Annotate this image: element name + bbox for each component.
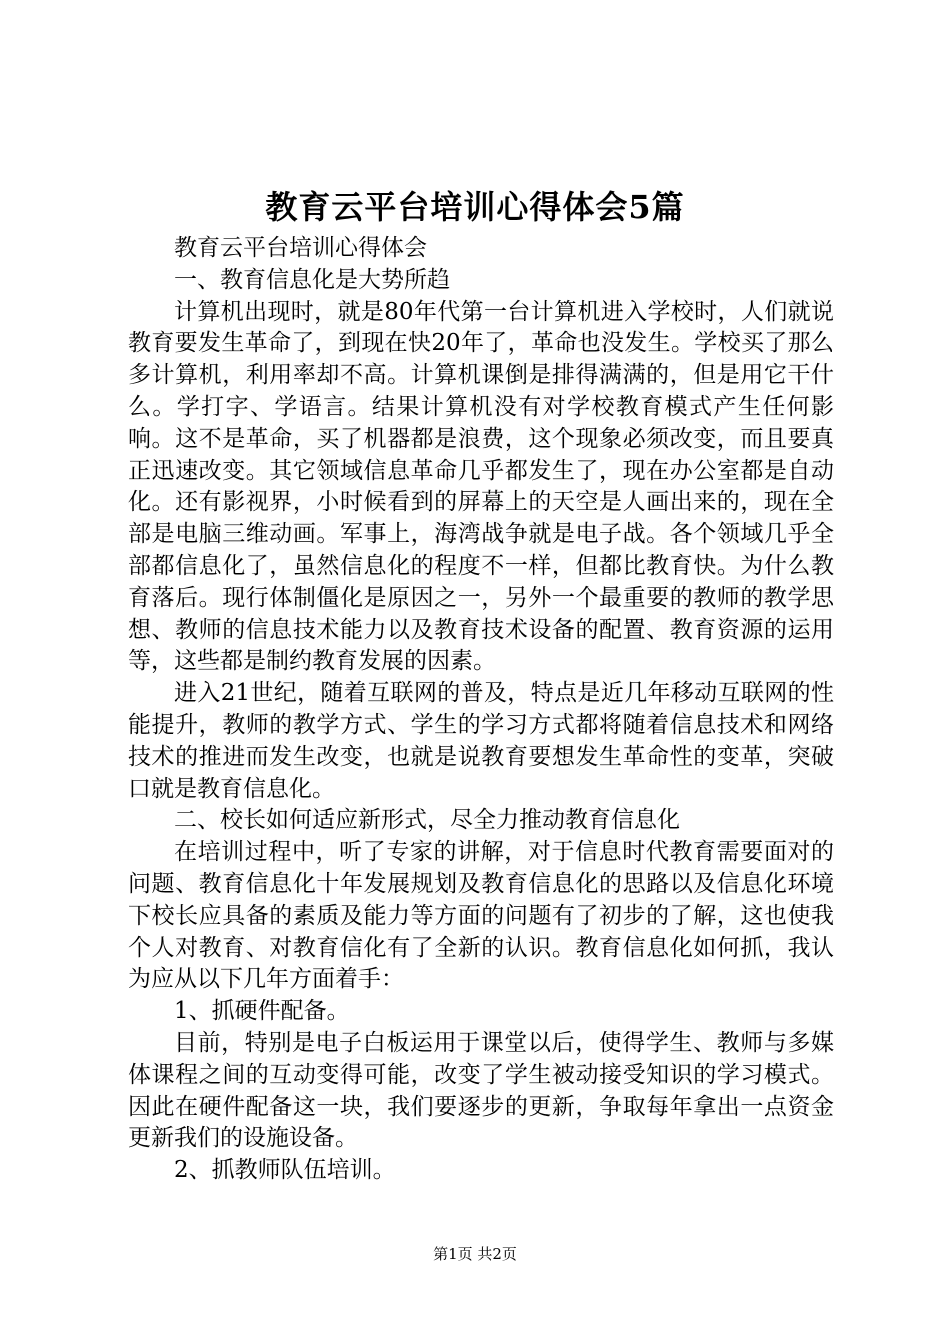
paragraph-subtitle: 教育云平台培训心得体会 (174, 235, 427, 261)
page-footer: 第1页 共2页 (433, 1245, 517, 1263)
list-item-heading: 2、抓教师队伍培训。 (174, 1157, 396, 1184)
document-title: 教育云平台培训心得体会5篇 (265, 188, 685, 226)
paragraph: 进入21世纪，随着互联网的普及，特点是近几年移动互联网的性能提升，教师的教学方式、学生的学习方式都将随着信息技术和网络技术的推进而发生改变，也就是说教育要想发生革命性的变革，突破口就是教育信息化。 (128, 680, 834, 802)
document-body (128, 233, 834, 1187)
section-heading-1: 一、教育信息化是大势所趋 (174, 266, 450, 293)
paragraph: 目前，特别是电子白板运用于课堂以后，使得学生、教师与多媒体课程之间的互动变得可能，改变了学生被动接受知识的学习模式。因此在硬件配备这一块，我们要逐步的更新，争取每年拿出一点资金更新我们的设施设备。 (128, 1029, 834, 1152)
section-heading-2: 二、校长如何适应新形式，尽全力推动教育信息化 (174, 807, 680, 834)
list-item-heading: 1、抓硬件配备。 (174, 998, 350, 1025)
paragraph: 在培训过程中，听了专家的讲解，对于信息时代教育需要面对的问题、教育信息化十年发展规划及教育信息化的思路以及信息化环境下校长应具备的素质及能力等方面的问题有了初步的了解，这也使我个人对教育、对教育信化有了全新的认识。教育信息化如何抓，我认为应从以下几年方面着手： (128, 839, 834, 993)
paragraph: 计算机出现时，就是80年代第一台计算机进入学校时，人们就说教育要发生革命了，到现在快20年了，革命也没发生。学校买了那么多计算机，利用率却不高。计算机课倒是排得满满的，但是用它干什么。学打字、学语言。结果计算机没有对学校教育模式产生任何影响。这不是革命，买了机器都是浪费，这个现象必须改变，而且要真正迅速改变。其它领域信息革命几乎都发生了，现在办公室都是自动化。还有影视界，小时候看到的屏幕上的天空是人画出来的，现在全部是电脑三维动画。军事上，海湾战争就是电子战。各个领域几乎全部都信息化了，虽然信息化的程度不一样，但都比教育快。为什么教育落后。现行体制僵化是原因之一，另外一个最重要的教师的教学思想、教师的信息技术能力以及教育技术设备的配置、教育资源的运用等，这些都是制约教育发展的因素。 (128, 298, 834, 675)
